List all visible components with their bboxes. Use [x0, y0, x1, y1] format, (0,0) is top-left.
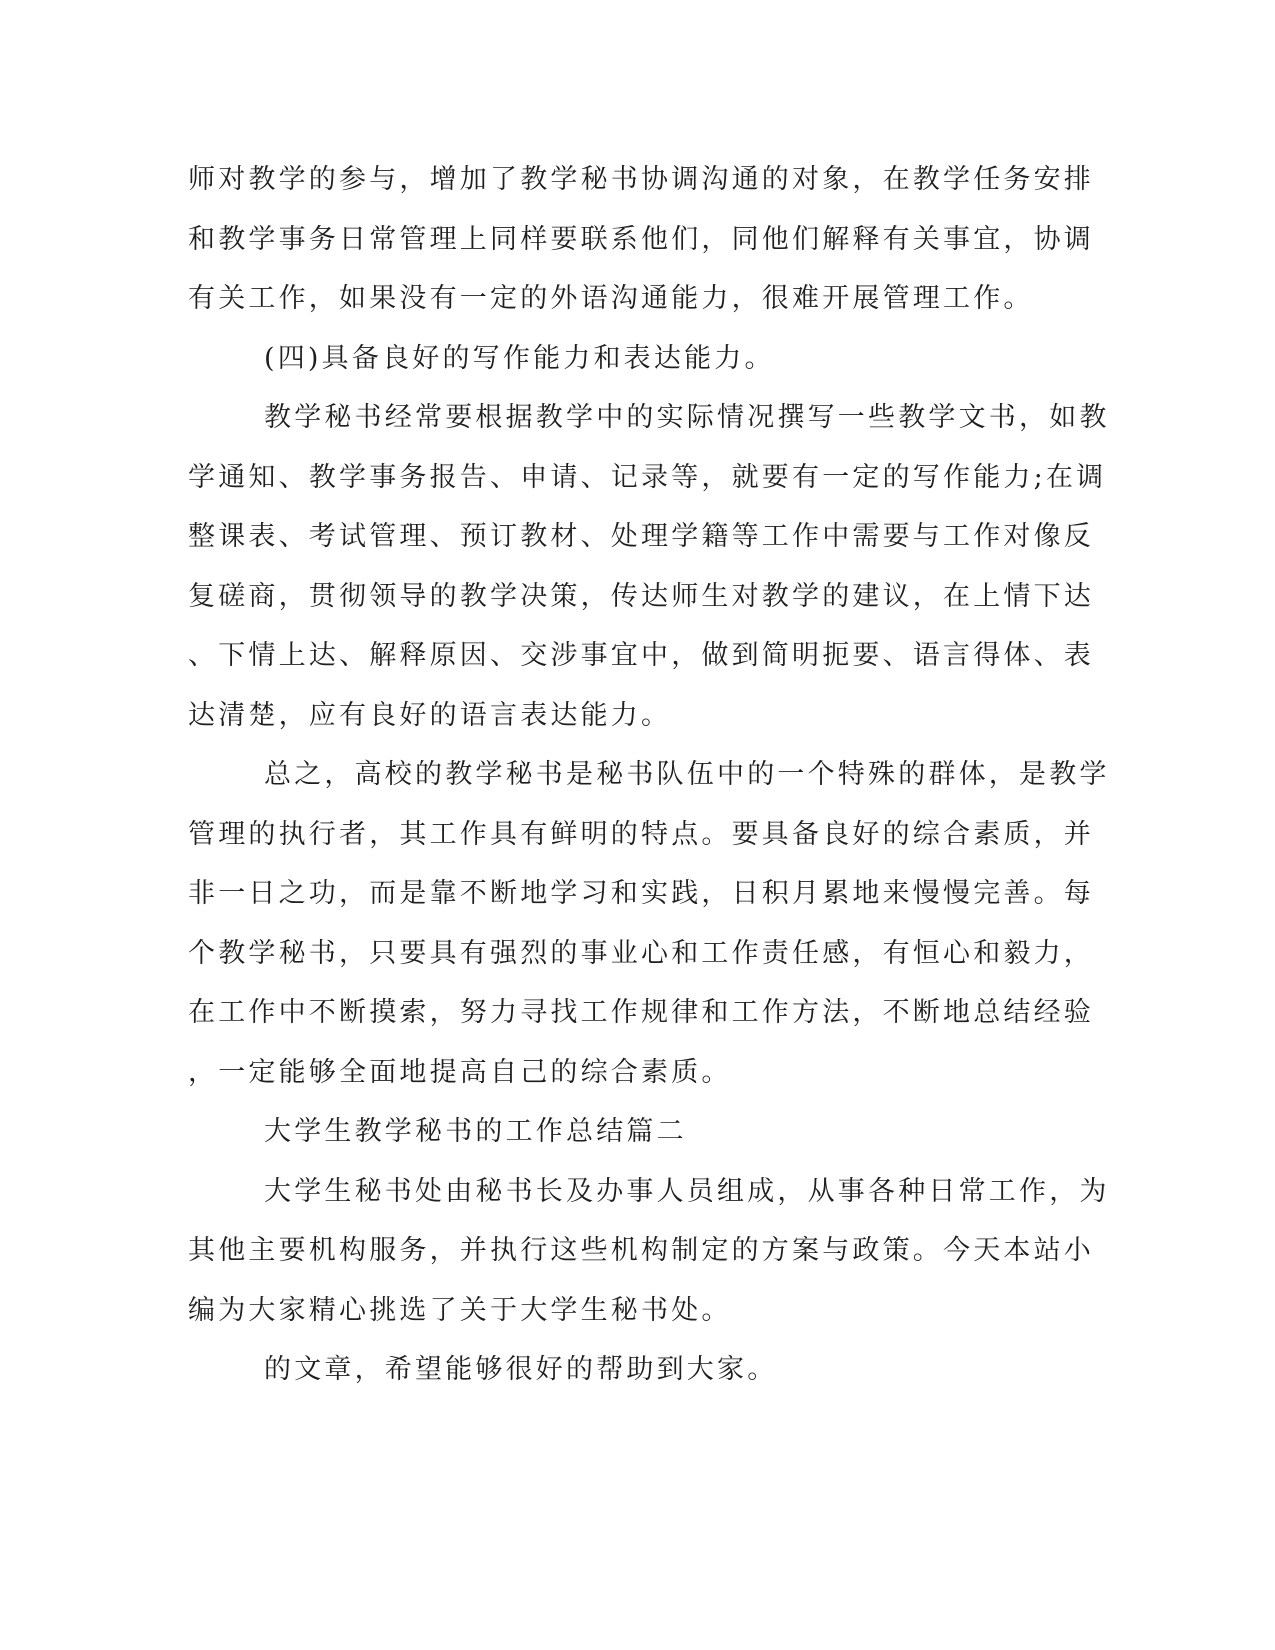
- text-line: 有关工作，如果没有一定的外语沟通能力，很难开展管理工作。: [188, 283, 1034, 314]
- text-line: 达清楚，应有良好的语言表达能力。: [188, 699, 672, 731]
- text-line: ，一定能够全面地提高自己的综合素质。: [188, 1056, 732, 1088]
- text-line: 管理的执行者，其工作具有鲜明的特点。要具备良好的综合素质，并: [188, 818, 1094, 850]
- section-title: 大学生教学秘书的工作总结篇二: [264, 1116, 687, 1147]
- text-line: 的文章，希望能够很好的帮助到大家。: [264, 1354, 778, 1385]
- text-line: 非一日之功，而是靠不断地学习和实践，日积月累地来慢慢完善。每: [188, 878, 1094, 909]
- text-line: 大学生秘书处由秘书长及办事人员组成，从事各种日常工作，为: [264, 1175, 1110, 1207]
- text-line: 、下情上达、解释原因、交涉事宜中，做到简明扼要、语言得体、表: [188, 640, 1094, 671]
- text-line: 编为大家精心挑选了关于大学生秘书处。: [188, 1294, 732, 1326]
- section-heading: (四)具备良好的写作能力和表达能力。: [264, 342, 775, 374]
- text-line: 学通知、教学事务报告、申请、记录等，就要有一定的写作能力;在调: [188, 461, 1107, 493]
- text-line: 个教学秘书，只要具有强烈的事业心和工作责任感，有恒心和毅力，: [188, 937, 1094, 969]
- text-line: 和教学事务日常管理上同样要联系他们，同他们解释有关事宜，协调: [188, 223, 1094, 255]
- text-line: 复磋商，贯彻领导的教学决策，传达师生对教学的建议，在上情下达: [188, 580, 1094, 612]
- text-line: 在工作中不断摸索，努力寻找工作规律和工作方法，不断地总结经验: [188, 997, 1094, 1028]
- text-line: 师对教学的参与，增加了教学秘书协调沟通的对象，在教学任务安排: [188, 164, 1094, 195]
- text-line: 教学秘书经常要根据教学中的实际情况撰写一些教学文书，如教: [264, 402, 1110, 433]
- text-line: 总之，高校的教学秘书是秘书队伍中的一个特殊的群体，是教学: [264, 759, 1110, 790]
- text-line: 其他主要机构服务，并执行这些机构制定的方案与政策。今天本站小: [188, 1235, 1094, 1266]
- document-body: [188, 150, 1110, 1400]
- text-line: 整课表、考试管理、预订教材、处理学籍等工作中需要与工作对像反: [188, 521, 1094, 552]
